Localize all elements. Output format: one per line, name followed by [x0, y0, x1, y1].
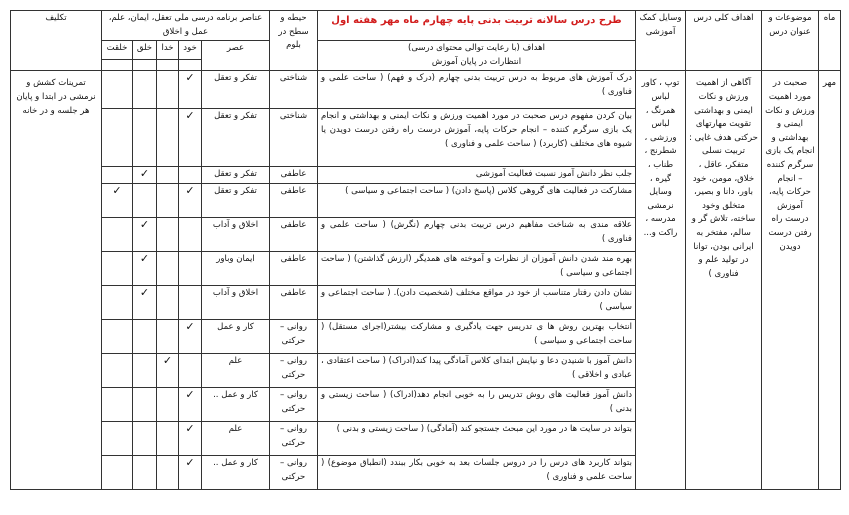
- check-cell: [179, 217, 202, 251]
- check-cell: [157, 421, 179, 455]
- check-cell: [133, 217, 157, 251]
- topics-cell: صحبت در مورد اهمیت ورزش و نکات ایمنی و بهداشتی و انجام یک بازی سرگرم کننده – انجام حرکات پایه، آموزش درست راه رفتن درست دویدن: [762, 71, 819, 490]
- check-mark-icon: ✓: [112, 183, 122, 197]
- check-cell: [133, 353, 157, 387]
- rel-god-header: خدا: [157, 41, 179, 60]
- check-cell: [157, 387, 179, 421]
- element-cell: اخلاق و آداب: [202, 217, 270, 251]
- table-row: [11, 71, 841, 109]
- check-mark-icon: ✓: [139, 217, 150, 231]
- objective-cell: دانش آموز با شنیدن دعا و نیایش ابتدای کلاس آمادگی پیدا کند(ادراک) ( ساحت اعتقادی ، عبادی و اخلاقی ): [318, 353, 636, 387]
- rel-self-spacer: [179, 60, 202, 71]
- check-cell: [133, 285, 157, 319]
- domain-cell: عاطفی: [270, 217, 318, 251]
- check-cell: [133, 251, 157, 285]
- objective-cell: مشارکت در فعالیت های گروهی کلاس (پاسخ دادن) ( ساحت اجتماعی و سیاسی ): [318, 183, 636, 217]
- check-mark-icon: ✓: [185, 387, 195, 401]
- check-mark-icon: ✓: [185, 109, 195, 123]
- check-cell: [102, 251, 133, 285]
- check-mark-icon: ✓: [185, 183, 195, 197]
- objective-cell: دانش آموز فعالیت های روش تدریس را به خوبی انجام دهد(ادراک) ( ساحت زیستی و بدنی ): [318, 387, 636, 421]
- homework-cell: تمرینات کشش و نرمشی در ابتدا و پایان هر جلسه و در خانه: [11, 71, 102, 490]
- check-cell: [102, 167, 133, 184]
- page-title: طرح درس سالانه تربیت بدنی پایه چهارم ماه مهر هفته اول: [318, 11, 636, 41]
- check-cell: [133, 455, 157, 489]
- check-cell: [157, 353, 179, 387]
- element-cell: تفکر و تعقل: [202, 109, 270, 167]
- homework-header: تکلیف: [11, 11, 102, 71]
- check-cell: [179, 319, 202, 353]
- domain-cell: روانی – حرکتی: [270, 421, 318, 455]
- check-cell: [157, 183, 179, 217]
- check-cell: [133, 109, 157, 167]
- elements-header: عناصر برنامه درسی ملی تعقل، ایمان، علم، عمل و اخلاق: [102, 11, 270, 41]
- objectives-header: [318, 41, 636, 71]
- check-mark-icon: ✓: [185, 455, 195, 469]
- rel-self-header: خود: [179, 41, 202, 60]
- check-cell: [157, 217, 179, 251]
- objective-cell: بیان کردن مفهوم درس صحبت در مورد اهمیت ورزش و نکات ایمنی و بهداشتی و انجام یک بازی سرگرم کننده – انجام حرکات پایه، آموزش درست راه رفتن درست دویدن یا شیوه های مختلف (کاربرد) ( ساحت علمی و فناوری ): [318, 109, 636, 167]
- goals-cell: آگاهی از اهمیت ورزش و نکات ایمنی و بهداشتی تقویت مهارتهای حرکتی هدف غایی : تربیت نسلی متفکر، عاقل ، خلاق، مومن، خود باور، دانا و بصیر، متخلق وخود ساخته، تلاش گر و سالم، مفتخر به ایرانی بودن، توانا در تولید علم و فناوری ): [686, 71, 762, 490]
- check-mark-icon: ✓: [162, 353, 173, 367]
- objective-cell: انتخاب بهترین روش ها ی تدریس جهت یادگیری و مشارکت بیشتر(اجرای مستقل) ( ساحت اجتماعی و سیاسی ): [318, 319, 636, 353]
- objectives-line-1: اهداف (با رعایت توالی محتوای درسی): [408, 43, 545, 54]
- element-sub-header: عصر: [202, 41, 270, 71]
- lesson-plan-table: [10, 10, 841, 490]
- check-cell: [179, 353, 202, 387]
- check-cell: [102, 353, 133, 387]
- domain-cell: شناختی: [270, 109, 318, 167]
- element-cell: تفکر و تعقل: [202, 183, 270, 217]
- check-cell: [133, 183, 157, 217]
- check-cell: [179, 251, 202, 285]
- check-mark-icon: ✓: [139, 251, 150, 265]
- check-cell: [157, 285, 179, 319]
- check-cell: [157, 71, 179, 109]
- objective-cell: بتواند در سایت ها در مورد این مبحث جستجو کند (آمادگی) ( ساحت زیستی و بدنی ): [318, 421, 636, 455]
- check-cell: [102, 455, 133, 489]
- check-mark-icon: ✓: [139, 167, 150, 181]
- objective-cell: جلب نظر دانش آموز نسبت فعالیت آموزشی: [318, 167, 636, 184]
- tools-header: وسایل کمک آموزشی: [636, 11, 686, 71]
- objective-cell: بتواند کاربرد های درس را در دروس جلسات بعد به خوبی بکار ببندد (انطباق موضوع) ( ساحت علمی و فناوری ): [318, 455, 636, 489]
- element-cell: کار و عمل ..: [202, 455, 270, 489]
- check-cell: [102, 217, 133, 251]
- check-cell: [102, 319, 133, 353]
- check-cell: [133, 387, 157, 421]
- check-cell: [102, 285, 133, 319]
- domain-cell: روانی – حرکتی: [270, 319, 318, 353]
- domain-header: حیطه و سطح در بلوم: [270, 11, 318, 71]
- element-cell: کار و عمل ..: [202, 387, 270, 421]
- month-header: ماه: [819, 11, 841, 71]
- domain-cell: عاطفی: [270, 285, 318, 319]
- check-cell: [179, 387, 202, 421]
- check-cell: [133, 421, 157, 455]
- check-cell: [102, 183, 133, 217]
- element-cell: تفکر و تعقل: [202, 71, 270, 109]
- rel-nature-spacer: [102, 60, 133, 71]
- domain-cell: عاطفی: [270, 167, 318, 184]
- check-cell: [179, 71, 202, 109]
- check-cell: [179, 285, 202, 319]
- objectives-line-2: انتظارات در پایان آموزش: [431, 56, 522, 67]
- check-mark-icon: ✓: [139, 285, 150, 299]
- check-cell: [133, 71, 157, 109]
- domain-cell: روانی – حرکتی: [270, 455, 318, 489]
- check-cell: [179, 167, 202, 184]
- tools-cell: توپ ، کاور لباس همرنگ ، لباس ورزشی ، شطرنج ، طناب ، گیره ، وسایل نرمشی مدرسه ، راکت و...: [636, 71, 686, 490]
- domain-cell: روانی – حرکتی: [270, 387, 318, 421]
- check-cell: [157, 455, 179, 489]
- check-cell: [157, 251, 179, 285]
- rel-creation-header: خلق: [133, 41, 157, 60]
- check-cell: [179, 183, 202, 217]
- element-cell: کار و عمل: [202, 319, 270, 353]
- rel-creation-spacer: [133, 60, 157, 71]
- check-mark-icon: ✓: [185, 319, 195, 333]
- element-cell: ایمان وباور: [202, 251, 270, 285]
- rel-god-spacer: [157, 60, 179, 71]
- check-mark-icon: ✓: [185, 421, 195, 435]
- check-cell: [157, 167, 179, 184]
- check-cell: [179, 455, 202, 489]
- check-cell: [102, 109, 133, 167]
- check-cell: [102, 387, 133, 421]
- check-cell: [179, 109, 202, 167]
- element-cell: علم: [202, 353, 270, 387]
- check-cell: [157, 319, 179, 353]
- domain-cell: عاطفی: [270, 251, 318, 285]
- objective-cell: علاقه مندی به شناخت مفاهیم درس تربیت بدنی چهارم (نگرش) ( ساحت علمی و فناوری ): [318, 217, 636, 251]
- goals-header: اهداف کلی درس: [686, 11, 762, 71]
- check-mark-icon: ✓: [185, 71, 195, 85]
- element-cell: علم: [202, 421, 270, 455]
- domain-cell: عاطفی: [270, 183, 318, 217]
- check-cell: [102, 421, 133, 455]
- rel-nature-header: خلقت: [102, 41, 133, 60]
- topics-header: موضوعات و عنوان درس: [762, 11, 819, 71]
- month-cell: مهر: [819, 71, 841, 490]
- domain-cell: روانی – حرکتی: [270, 353, 318, 387]
- domain-cell: شناختی: [270, 71, 318, 109]
- check-cell: [133, 167, 157, 184]
- element-cell: تفکر و تعقل: [202, 167, 270, 184]
- element-cell: اخلاق و آداب: [202, 285, 270, 319]
- objective-cell: درک آموزش های مربوط به درس تربیت بدنی چهارم (درک و فهم) ( ساحت علمی و فناوری ): [318, 71, 636, 109]
- objective-cell: بهره مند شدن دانش آموزان از نظرات و آموخته های همدیگر (ارزش گذاشتن) ( ساحت اجتماعی و سیاسی ): [318, 251, 636, 285]
- check-cell: [133, 319, 157, 353]
- objective-cell: نشان دادن رفتار متناسب از خود در مواقع مختلف (شخصیت دادن). ( ساحت اجتماعی و سیاسی ): [318, 285, 636, 319]
- check-cell: [157, 109, 179, 167]
- check-cell: [102, 71, 133, 109]
- check-cell: [179, 421, 202, 455]
